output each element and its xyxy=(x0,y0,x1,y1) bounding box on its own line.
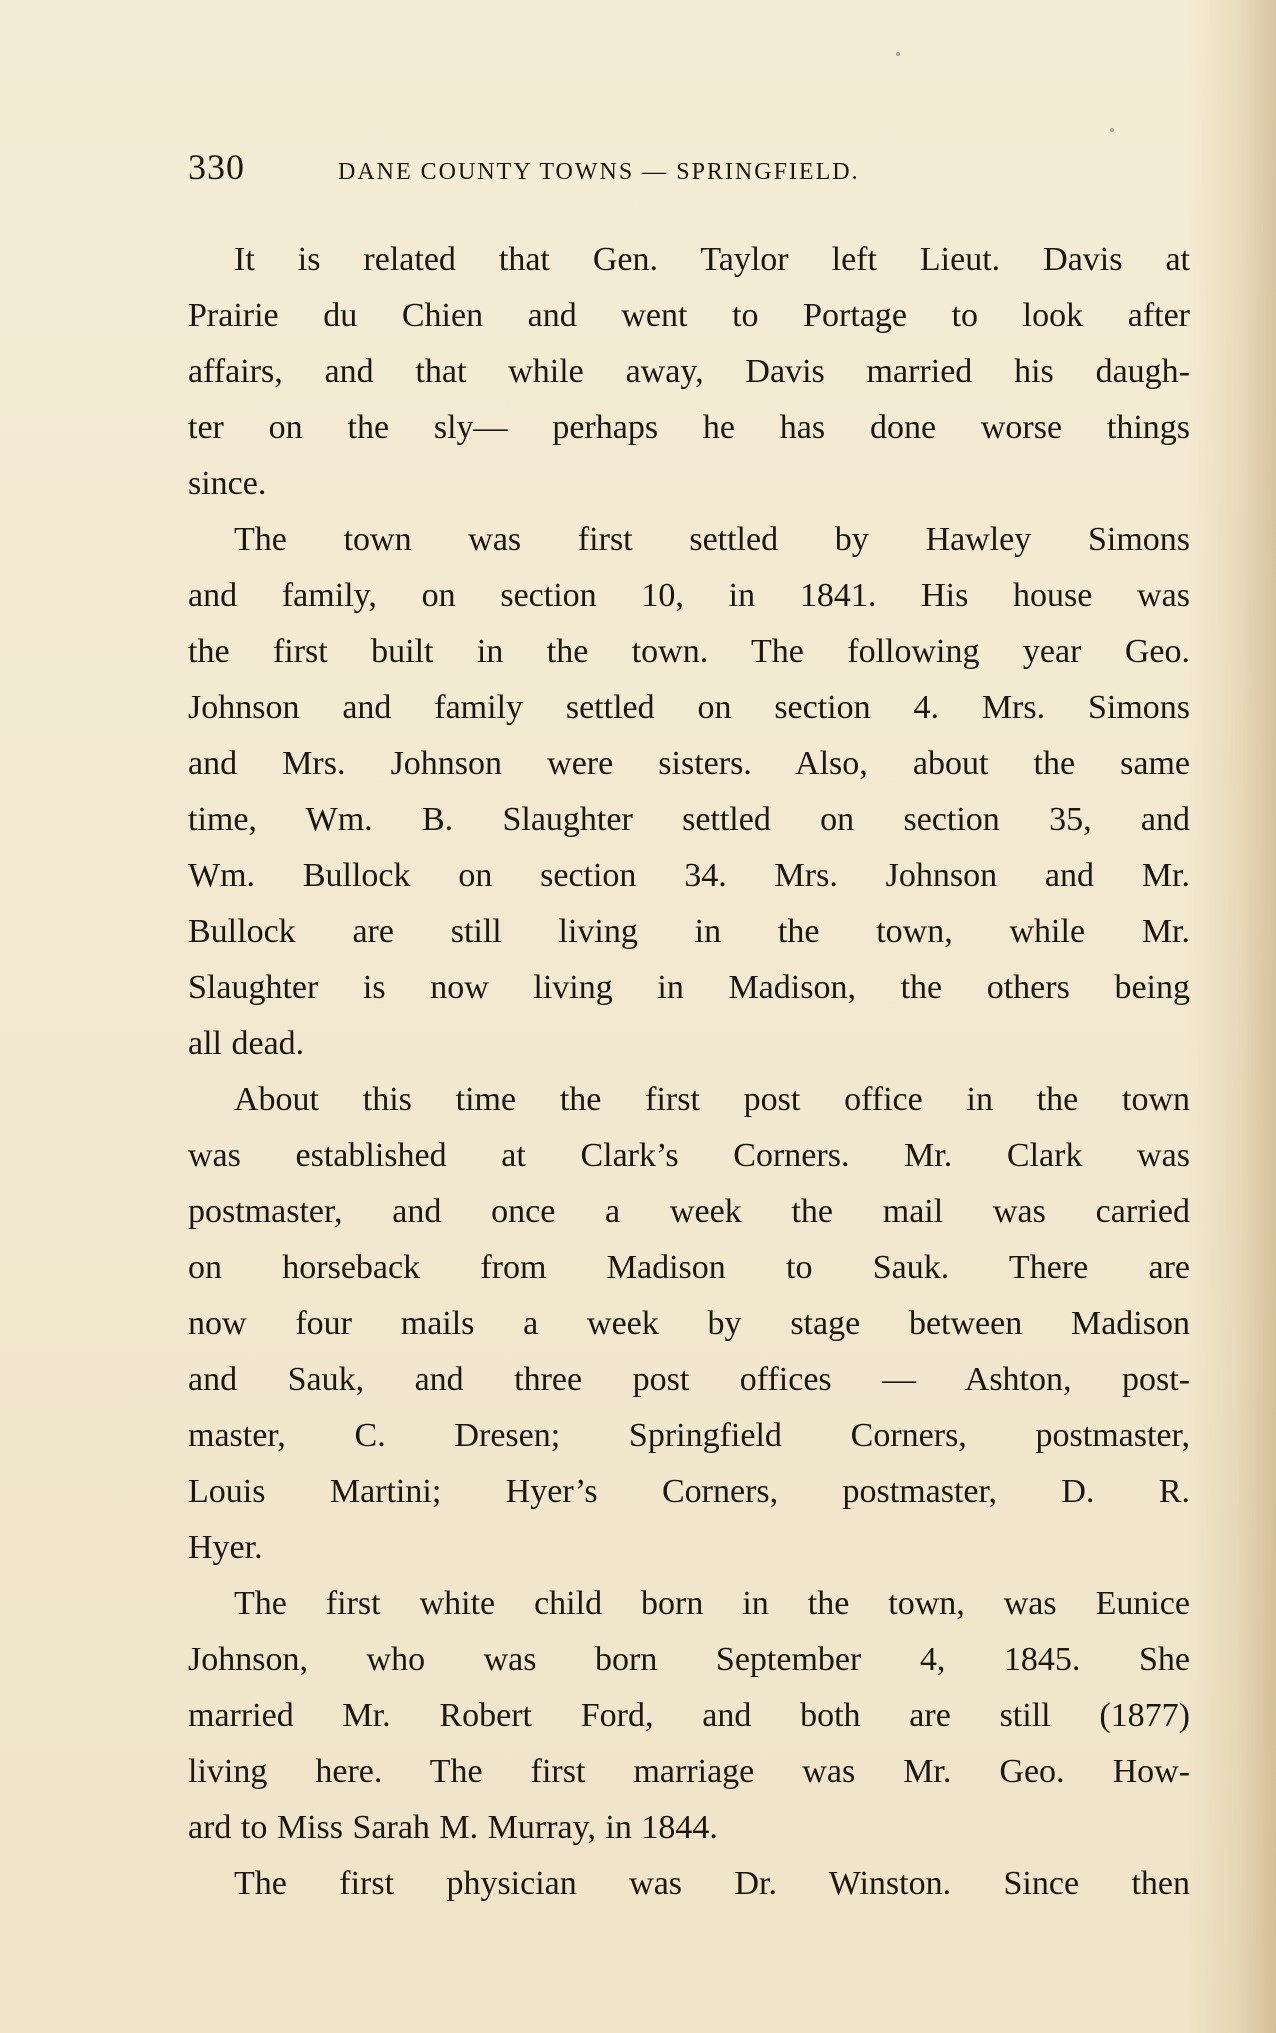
text-line: Wm. Bullock on section 34. Mrs. Johnson and Mr. xyxy=(188,857,1190,894)
text-line: since. xyxy=(188,465,267,502)
text-line: affairs, and that while away, Davis married his daugh- xyxy=(188,353,1190,390)
paper-speck xyxy=(1110,128,1114,132)
text-line: and family, on section 10, in 1841. His house was xyxy=(188,577,1190,614)
text-line: and Sauk, and three post offices — Ashton, post- xyxy=(188,1361,1190,1398)
text-line: all dead. xyxy=(188,1025,305,1062)
text-line: living here. The first marriage was Mr. Geo. How- xyxy=(188,1753,1190,1790)
text-line: the first built in the town. The following year Geo. xyxy=(188,633,1190,670)
text-line: The town was first settled by Hawley Simons xyxy=(234,521,1190,558)
text-line: was established at Clark’s Corners. Mr. Clark was xyxy=(188,1137,1190,1174)
text-line: Johnson, who was born September 4, 1845. She xyxy=(188,1641,1190,1678)
text-line: now four mails a week by stage between Madison xyxy=(188,1305,1190,1342)
text-line: It is related that Gen. Taylor left Lieut. Davis at xyxy=(234,241,1190,278)
running-head: DANE COUNTY TOWNS — SPRINGFIELD. xyxy=(338,159,860,185)
paper-speck xyxy=(896,52,900,56)
text-line: Hyer. xyxy=(188,1529,263,1566)
body-text xyxy=(188,232,1190,1912)
text-line: and Mrs. Johnson were sisters. Also, about the same xyxy=(188,745,1190,782)
text-line: The first white child born in the town, was Eunice xyxy=(234,1585,1190,1622)
page-number: 330 xyxy=(188,147,245,187)
text-line: Prairie du Chien and went to Portage to look after xyxy=(188,297,1190,334)
text-line: ard to Miss Sarah M. Murray, in 1844. xyxy=(188,1809,718,1846)
text-line: Louis Martini; Hyer’s Corners, postmaster, D. R. xyxy=(188,1473,1190,1510)
text-line: married Mr. Robert Ford, and both are still (1877) xyxy=(188,1697,1190,1734)
text-line: Slaughter is now living in Madison, the others being xyxy=(188,969,1190,1006)
text-line: on horseback from Madison to Sauk. There are xyxy=(188,1249,1190,1286)
text-line: Johnson and family settled on section 4. Mrs. Simons xyxy=(188,689,1190,726)
text-line: About this time the first post office in the town xyxy=(234,1081,1190,1118)
page-header xyxy=(188,146,1188,196)
text-line: postmaster, and once a week the mail was carried xyxy=(188,1193,1190,1230)
text-line: The first physician was Dr. Winston. Since then xyxy=(234,1865,1190,1902)
text-line: ter on the sly— perhaps he has done worse things xyxy=(188,409,1190,446)
text-line: time, Wm. B. Slaughter settled on section 35, and xyxy=(188,801,1190,838)
text-line: Bullock are still living in the town, while Mr. xyxy=(188,913,1190,950)
text-line: master, C. Dresen; Springfield Corners, postmaster, xyxy=(188,1417,1190,1454)
